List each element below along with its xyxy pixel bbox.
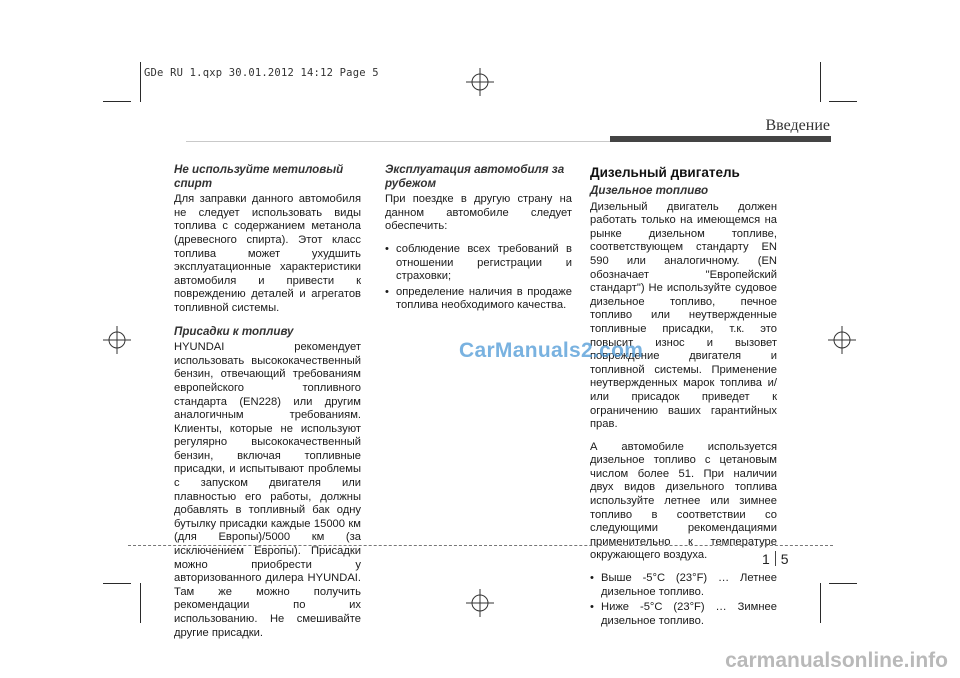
subheading: Присадки к топливу bbox=[174, 324, 294, 338]
list-item bbox=[590, 601, 777, 628]
crop-mark bbox=[140, 583, 141, 623]
page-number-value: 5 bbox=[780, 551, 789, 567]
crop-mark bbox=[140, 62, 141, 102]
crop-mark bbox=[820, 62, 821, 102]
footer-watermark: carmanualsonline.info bbox=[725, 649, 948, 672]
crop-mark bbox=[103, 101, 131, 102]
registration-mark-icon bbox=[466, 68, 494, 96]
section-heading: Дизельный двигатель bbox=[590, 165, 740, 180]
crop-mark bbox=[103, 583, 131, 584]
subheading: Эксплуатация автомобиля за рубежом bbox=[385, 163, 565, 190]
list-item bbox=[385, 286, 572, 313]
paragraph: HYUNDAI рекомендует использовать высококачественный бензин, отвечающий требованиям европейского топливного стандарта (EN228) или другим аналогичным требованиям. Клиенты, которые не используют регулярно высококачественный бензин, включая топливные присадки, и испытывают проблемы с запуском двигателя или плавностью его работы, должны добавлять в топливный бак одну бутылку присадки каждые 15000 км (для Европы)/5000 км (за исключением Европы). Присадки можно приобрести у авторизованного дилера HYUNDAI. Там же можно получить рекомендации по их использованию. Не смешивайте другие присадки. bbox=[174, 341, 361, 639]
footer-dashed-rule bbox=[128, 545, 833, 546]
paragraph: При поездке в другую страну на данном автомобиле следует обеспечить: bbox=[385, 193, 572, 233]
subheading: Дизельное топливо bbox=[590, 184, 709, 197]
crop-mark bbox=[820, 583, 821, 623]
watermark: CarManuals2.com bbox=[459, 339, 644, 362]
bullet-icon: • bbox=[385, 242, 389, 255]
bullet-list bbox=[590, 572, 777, 628]
paragraph: А автомобиле используется дизельное топливо с цетановым числом более 51. При наличии двух видов дизельного топлива используйте летнее или зимнее топливо в соответствии со следующими рекомендациями применительно к температуре окружающего воздуха. bbox=[590, 440, 777, 562]
text-column-3 bbox=[590, 163, 777, 634]
page-number-separator bbox=[775, 551, 776, 566]
registration-mark-icon bbox=[828, 326, 856, 354]
text-column-2 bbox=[385, 163, 572, 319]
header-rule-accent bbox=[610, 136, 831, 142]
list-item-text: соблюдение всех требований в отношении регистрации и страховки; bbox=[396, 242, 572, 283]
header-rule bbox=[186, 141, 610, 142]
page-number bbox=[762, 551, 789, 567]
paragraph: Дизельный двигатель должен работать только на имеющемся на рынке дизельном топливе, соответствующем стандарту EN 590 или аналогичному. (EN обозначает "Европейский стандарт") Не используйте судовое дизельное топливо, печное топливо или неутвержденные топливные присадки, т.к. это повысит износ и вызовет повреждение двигателя и топливной системы. Применение неутвержденных марок топлива и/или присадок приведет к ограничению ваших гарантийных прав. bbox=[590, 200, 777, 431]
bullet-list bbox=[385, 243, 572, 313]
bullet-icon: • bbox=[385, 285, 389, 298]
list-item-text: Выше -5°C (23°F) … Летнее дизельное топливо. bbox=[601, 572, 777, 598]
chapter-number: 1 bbox=[762, 551, 770, 567]
text-column-1 bbox=[174, 163, 361, 649]
subheading: Не используйте метиловый спирт bbox=[174, 163, 344, 190]
registration-mark-icon bbox=[466, 589, 494, 617]
crop-mark bbox=[829, 101, 857, 102]
bullet-icon: • bbox=[590, 572, 594, 585]
crop-mark bbox=[829, 583, 857, 584]
list-item bbox=[590, 572, 777, 599]
bullet-icon: • bbox=[590, 601, 594, 614]
list-item-text: Ниже -5°C (23°F) … Зимнее дизельное топливо. bbox=[601, 601, 777, 627]
print-slug: GDe RU 1.qxp 30.01.2012 14:12 Page 5 bbox=[144, 67, 379, 79]
paragraph: Для заправки данного автомобиля не следует использовать виды топлива с содержанием метанола (древесного спирта). Этот класс топлива может ухудшить эксплуатационные характеристики автомобиля и привести к повреждению деталей и агрегатов топливной системы. bbox=[174, 193, 361, 314]
list-item bbox=[385, 243, 572, 284]
registration-mark-icon bbox=[103, 326, 131, 354]
list-item-text: определение наличия в продаже топлива необходимого качества. bbox=[396, 285, 572, 312]
section-title: Введение bbox=[765, 117, 830, 134]
